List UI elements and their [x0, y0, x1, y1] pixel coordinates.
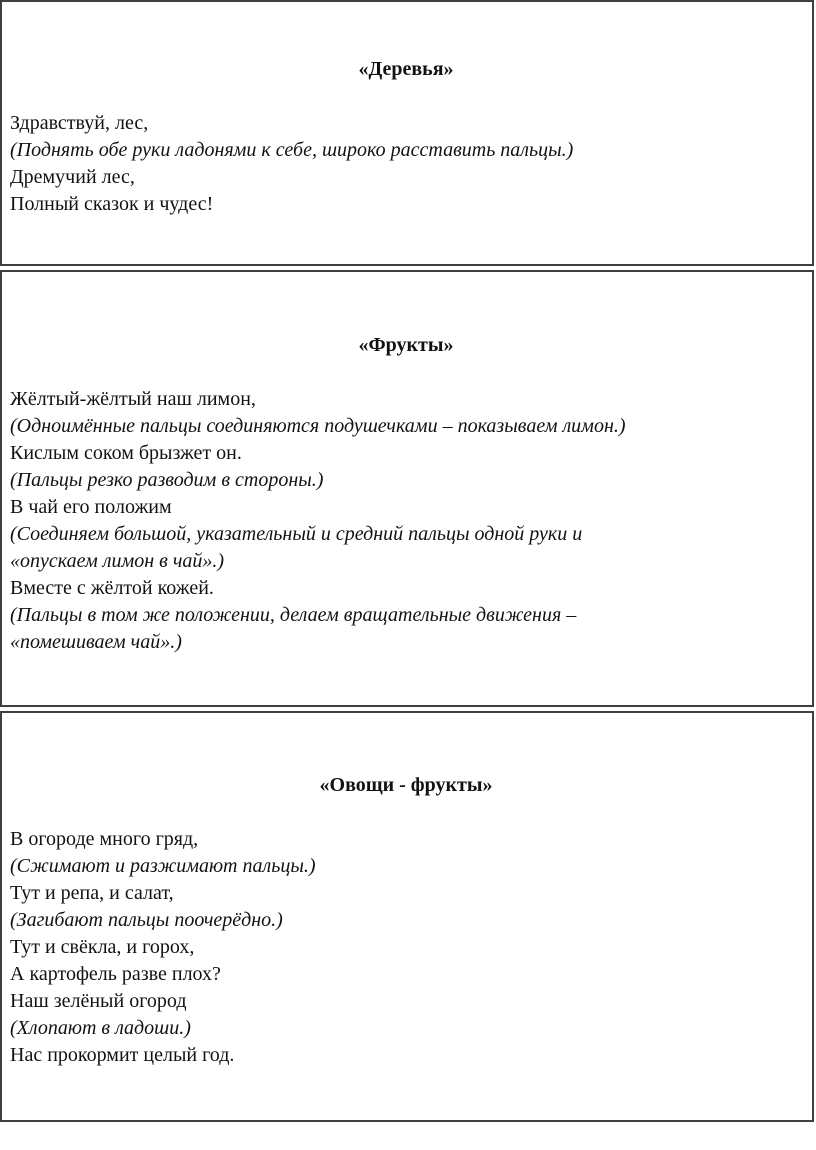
rhyme-card-trees: [0, 0, 814, 266]
instruction-line-continued: «опускаем лимон в чай».): [10, 550, 225, 572]
verse-line: Здравствуй, лес,: [10, 112, 149, 134]
verse-line: Жёлтый-жёлтый наш лимон,: [10, 388, 256, 410]
verse-line: В огороде много гряд,: [10, 828, 199, 850]
instruction-line-continued: «помешиваем чай».): [10, 631, 182, 653]
instruction-line: (Пальцы резко разводим в стороны.): [10, 469, 324, 491]
verse-line: Наш зелёный огород: [10, 990, 187, 1012]
rhyme-title-trees: «Деревья»: [358, 58, 454, 80]
rhyme-title-fruits: «Фрукты»: [358, 334, 454, 356]
verse-line: Тут и репа, и салат,: [10, 882, 174, 904]
instruction-line: (Поднять обе руки ладонями к себе, широко расставить пальцы.): [10, 139, 574, 161]
instruction-line: (Сжимают и разжимают пальцы.): [10, 855, 316, 877]
verse-line: Нас прокормит целый год.: [10, 1044, 235, 1066]
rhyme-title-vegetables-fruits: «Овощи - фрукты»: [319, 774, 493, 796]
instruction-line: (Одноимённые пальцы соединяются подушечками – показываем лимон.): [10, 415, 626, 437]
instruction-line: (Пальцы в том же положении, делаем вращательные движения –: [10, 604, 577, 626]
verse-line: В чай его положим: [10, 496, 172, 518]
instruction-line: (Соединяем большой, указательный и средний пальцы одной руки и: [10, 523, 583, 545]
verse-line: Тут и свёкла, и горох,: [10, 936, 195, 958]
rhyme-card-vegetables-fruits: [0, 711, 814, 1122]
instruction-line: (Загибают пальцы поочерёдно.): [10, 909, 283, 931]
verse-line: Дремучий лес,: [10, 166, 135, 188]
verse-line: А картофель разве плох?: [10, 963, 221, 985]
rhyme-card-fruits: [0, 270, 814, 707]
verse-line: Вместе с жёлтой кожей.: [10, 577, 214, 599]
verse-line: Полный сказок и чудес!: [10, 193, 214, 215]
instruction-line: (Хлопают в ладоши.): [10, 1017, 191, 1039]
verse-line: Кислым соком брызжет он.: [10, 442, 242, 464]
